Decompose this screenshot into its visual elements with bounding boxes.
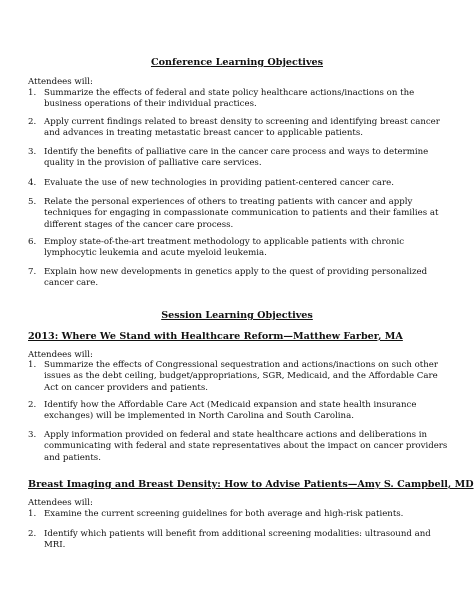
- item-text: Evaluate the use of new technologies in providing patient-centered cancer care.: [44, 178, 394, 188]
- healthcare-reform-attendees-lead: Attendees will:: [28, 350, 93, 360]
- conference-attendees-lead: Attendees will:: [28, 77, 93, 87]
- item-number: 1.: [28, 88, 37, 98]
- item-text: Identify which patients will benefit from additional screening modalities: ultrasound and MRI.: [44, 529, 431, 551]
- item-number: 3.: [28, 147, 37, 157]
- item-number: 1.: [28, 360, 37, 370]
- item-number: 6.: [28, 237, 37, 247]
- conference-objective-item: [28, 197, 448, 231]
- healthcare-reform-objective-item: [28, 430, 448, 464]
- item-text: Identify how the Affordable Care Act (Medicaid expansion and state health insurance exchanges) will be implemented in North Carolina and South Carolina.: [44, 400, 417, 422]
- breast-imaging-objective-item: [28, 509, 448, 520]
- item-text: Summarize the effects of Congressional sequestration and actions/inactions on such other issues as the debt ceiling, budget/appropriations, SGR, Medicaid, and the Affordable Care Act on cancer providers and patients.: [44, 360, 438, 393]
- item-text: Explain how new developments in genetics apply to the quest of providing personalized cancer care.: [44, 267, 428, 289]
- item-text: Employ state-of-the-art treatment methodology to applicable patients with chronic lymphocytic leukemia and acute myeloid leukemia.: [44, 237, 405, 259]
- item-number: 1.: [28, 509, 37, 519]
- breast-imaging-objective-item: [28, 529, 448, 552]
- conference-objective-item: [28, 147, 448, 170]
- item-number: 3.: [28, 430, 37, 440]
- item-text: Summarize the effects of federal and state policy healthcare actions/inactions on the business operations of their individual practices.: [44, 88, 415, 110]
- conference-objective-item: [28, 178, 448, 189]
- conference-objective-item: [28, 117, 448, 140]
- item-text: Relate the personal experiences of others to treating patients with cancer and apply techniques for engaging in compassionate communication to patients and their families at different stages of the cancer care process.: [44, 197, 439, 230]
- healthcare-reform-objective-item: [28, 400, 448, 423]
- item-text: Apply information provided on federal and state healthcare actions and deliberations in communicating with federal and state representatives about the impact on cancer providers and patients.: [44, 430, 448, 463]
- breast-imaging-session-heading: Breast Imaging and Breast Density: How to Advise Patients—Amy S. Campbell, MD: [28, 479, 474, 490]
- item-number: 2.: [28, 529, 37, 539]
- conference-objectives-heading: Conference Learning Objectives: [150, 57, 324, 68]
- healthcare-reform-session-heading: 2013: Where We Stand with Healthcare Reform—Matthew Farber, MA: [28, 331, 403, 342]
- conference-objective-item: [28, 237, 448, 260]
- item-number: 5.: [28, 197, 37, 207]
- session-objectives-heading: Session Learning Objectives: [161, 310, 313, 321]
- conference-objective-item: [28, 267, 448, 290]
- item-text: Apply current findings related to breast density to screening and identifying breast cancer and advances in treating metastatic breast cancer to applicable patients.: [44, 117, 440, 139]
- item-number: 4.: [28, 178, 37, 188]
- item-number: 2.: [28, 400, 37, 410]
- item-text: Identify the benefits of palliative care in the cancer care process and ways to determine quality in the provision of palliative care services.: [44, 147, 429, 169]
- conference-objective-item: [28, 88, 448, 111]
- item-text: Examine the current screening guidelines for both average and high-risk patients.: [44, 509, 404, 519]
- breast-imaging-attendees-lead: Attendees will:: [28, 498, 93, 508]
- item-number: 7.: [28, 267, 37, 277]
- item-number: 2.: [28, 117, 37, 127]
- healthcare-reform-objective-item: [28, 360, 448, 394]
